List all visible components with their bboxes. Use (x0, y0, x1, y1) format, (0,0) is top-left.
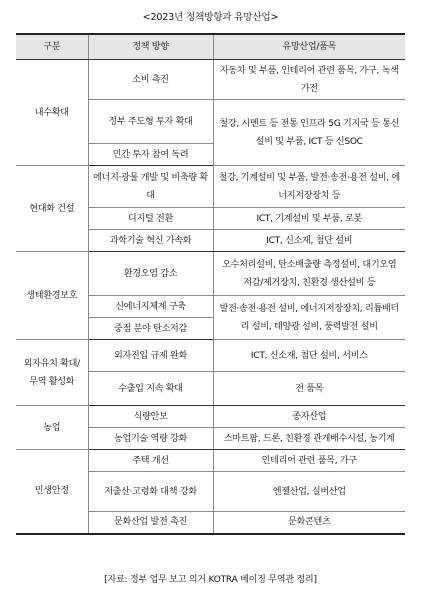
policy-cell: 민간 투자 참여 독려 (88, 144, 213, 166)
policy-cell: 소비 촉진 (88, 60, 213, 100)
category-cell: 농업 (16, 406, 88, 450)
policy-industry-table (16, 33, 405, 535)
policy-cell: 신에너지체계 구축 (88, 296, 213, 318)
industry-cell: 전 품목 (213, 372, 405, 406)
industry-cell: 발전·송전·용전 설비, 에너지저장장치, 리튬배터리 설비, 태양광 설비, 풍력발전 설비 (213, 296, 405, 340)
industry-cell: 철강, 기계설비 및 부품, 발전·송전·용전 설비, 에너지저장장치 등 (213, 166, 405, 208)
category-cell: 외자유치 확대/ 무역 활성화 (16, 340, 88, 406)
policy-cell: 주택 개선 (88, 450, 213, 472)
category-cell: 생태환경보호 (16, 252, 88, 340)
table-title: <2023년 정책방향과 유망산업> (142, 12, 279, 23)
industry-cell: 철강, 시멘트 등 전통 인프라 5G 기지국 등 통신설비 및 부품, ICT 등 신SOC (213, 100, 405, 166)
industry-cell: 오수처리설비, 탄소배출량 측정설비, 대기오염 저감/제거장치, 친환경 생산설비 등 (213, 252, 405, 296)
industry-cell: ICT, 기계설비 및 부품, 로봇 (213, 208, 405, 230)
table-row (16, 450, 405, 472)
category-cell: 내수확대 (16, 60, 88, 166)
table-row (16, 406, 405, 428)
policy-cell: 중점 분야 탄소저감 (88, 318, 213, 340)
industry-cell: 스마트팜, 드론, 친환경 관개배수시설, 농기계 (213, 428, 405, 450)
source-note: [자료: 정부 업무 보고 의거 KOTRA 베이징 무역관 정리] (104, 575, 317, 585)
category-cell: 민생안정 (16, 450, 88, 534)
industry-cell: ICT, 신소재, 첨단 설비 (213, 230, 405, 252)
policy-cell: 식량안보 (88, 406, 213, 428)
policy-cell: 디지털 전환 (88, 208, 213, 230)
policy-cell: 저출산·고령화 대책 강화 (88, 472, 213, 512)
category-cell: 현대화 건설 (16, 166, 88, 252)
header-policy: 정책 방향 (88, 34, 213, 60)
policy-cell: 문화산업 발전 촉진 (88, 512, 213, 534)
industry-cell: 종자산업 (213, 406, 405, 428)
header-category: 구분 (16, 34, 88, 60)
industry-cell: 인테리어 관련 품목, 가구 (213, 450, 405, 472)
header-industry: 유망산업/품목 (213, 34, 405, 60)
industry-cell: ICT, 신소재, 첨단 설비, 서비스 (213, 340, 405, 372)
policy-cell: 정부 주도형 투자 확대 (88, 100, 213, 144)
table-header-row (16, 34, 405, 60)
industry-cell: 엔젤산업, 실버산업 (213, 472, 405, 512)
policy-cell: 외자진입 규제 완화 (88, 340, 213, 372)
table-row (16, 252, 405, 296)
table-row (16, 340, 405, 372)
policy-cell: 에너지·광물 개발 및 비축량 확대 (88, 166, 213, 208)
policy-cell: 수출입 지속 확대 (88, 372, 213, 406)
policy-cell: 과학기술 혁신 가속화 (88, 230, 213, 252)
table-row (16, 60, 405, 100)
industry-cell: 문화콘텐츠 (213, 512, 405, 534)
policy-cell: 농업기술 역량 강화 (88, 428, 213, 450)
table-row (16, 166, 405, 208)
policy-cell: 환경오염 감소 (88, 252, 213, 296)
industry-cell: 자동차 및 부품, 인테리어 관련 품목, 가구, 녹색가전 (213, 60, 405, 100)
